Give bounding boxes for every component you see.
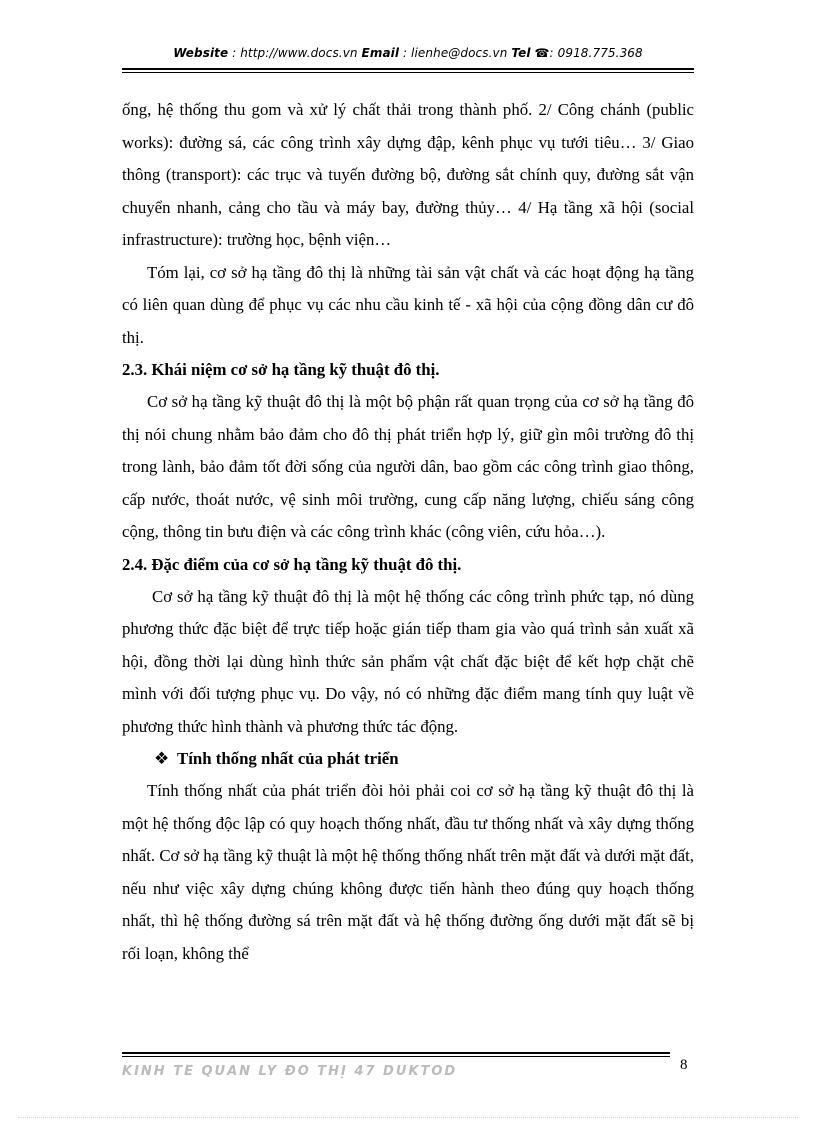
paragraph-3: Cơ sở hạ tầng kỹ thuật đô thị là một bộ phận rất quan trọng của cơ sở hạ tầng đô thị nói chung nhằm bảo đảm cho đô thị phát triển hợp lý, giữ gìn môi trường đô thị trong lành, bảo đảm tốt đời sống của người dân, bao gồm các công trình giao thông, cấp nước, thoát nước, vệ sinh môi trường, cung cấp năng lượng, chiếu sáng công cộng, thông tin bưu điện và các công trình khác (công viên, cứu hỏa…). bbox=[122, 392, 694, 541]
heading-2-4: 2.4. Đặc điểm của cơ sở hạ tầng kỹ thuật đô thị. bbox=[122, 554, 462, 574]
paragraph-1: ống, hệ thống thu gom và xử lý chất thải trong thành phố. 2/ Công chánh (public works): đường sá, các công trình xây dựng đập, kênh phục vụ tưới tiêu… 3/ Giao thông (transport): các trục và tuyến đường bộ, đường sắt chính quy, đường sắt vận chuyển nhanh, cảng cho tầu và máy bay, đường thủy… 4/ Hạ tầng xã hội (social infrastructure): trường học, bệnh viện… bbox=[122, 100, 694, 249]
website-value: : http://www.docs.vn bbox=[232, 46, 358, 60]
tel-value: : 0918.775.368 bbox=[549, 46, 643, 60]
document-body bbox=[122, 94, 694, 970]
email-label: Email bbox=[361, 46, 400, 60]
bullet-heading-text: Tính thống nhất của phát triển bbox=[177, 749, 399, 768]
paragraph-2: Tóm lại, cơ sở hạ tầng đô thị là những tài sản vật chất và các hoạt động hạ tầng có liên quan dùng để phục vụ các nhu cầu kinh tế - xã hội của cộng đồng dân cư đô thị. bbox=[122, 262, 694, 347]
page-bottom-border bbox=[18, 1117, 798, 1118]
page-number: 8 bbox=[680, 1057, 688, 1073]
bullet-heading bbox=[122, 743, 694, 775]
footer-rule bbox=[122, 1052, 670, 1057]
heading-2-3: 2.3. Khái niệm cơ sở hạ tầng kỹ thuật đô thị. bbox=[122, 360, 440, 379]
page-header bbox=[0, 46, 816, 60]
diamond-bullet-icon: ❖ bbox=[154, 749, 170, 768]
phone-icon: ☎ bbox=[534, 46, 550, 60]
tel-label: Tel bbox=[511, 46, 531, 60]
website-label: Website bbox=[173, 46, 229, 60]
footer-text: KINH TẾ QUẢN LÝ ĐÔ THỊ 47 DUKTOD bbox=[122, 1064, 458, 1078]
paragraph-4: Cơ sở hạ tầng kỹ thuật đô thị là một hệ thống các công trình phức tạp, nó dùng phương thức đặc biệt để trực tiếp hoặc gián tiếp tham gia vào quá trình sản xuất xã hội, đồng thời lại dùng hình thức sản phẩm vật chất đặc biệt để kết hợp chặt chẽ mình với đối tượng phục vụ. Do vậy, nó có những đặc điểm mang tính quy luật về phương thức hình thành và phương thức tác động. bbox=[122, 586, 694, 736]
email-value: : lienhe@docs.vn bbox=[403, 46, 508, 60]
paragraph-5: Tính thống nhất của phát triển đòi hỏi phải coi cơ sở hạ tầng kỹ thuật đô thị là một hệ thống độc lập có quy hoạch thống nhất, đầu tư thống nhất và xây dựng thống nhất. Cơ sở hạ tầng kỹ thuật là một hệ thống thống nhất trên mặt đất và dưới mặt đất, nếu như việc xây dựng chúng không được tiến hành theo đúng quy hoạch thống nhất, thì hệ thống đường sá trên mặt đất và hệ thống đường ống dưới mặt đất sẽ bị rối loạn, không thể bbox=[122, 781, 694, 963]
header-rule bbox=[122, 68, 694, 73]
